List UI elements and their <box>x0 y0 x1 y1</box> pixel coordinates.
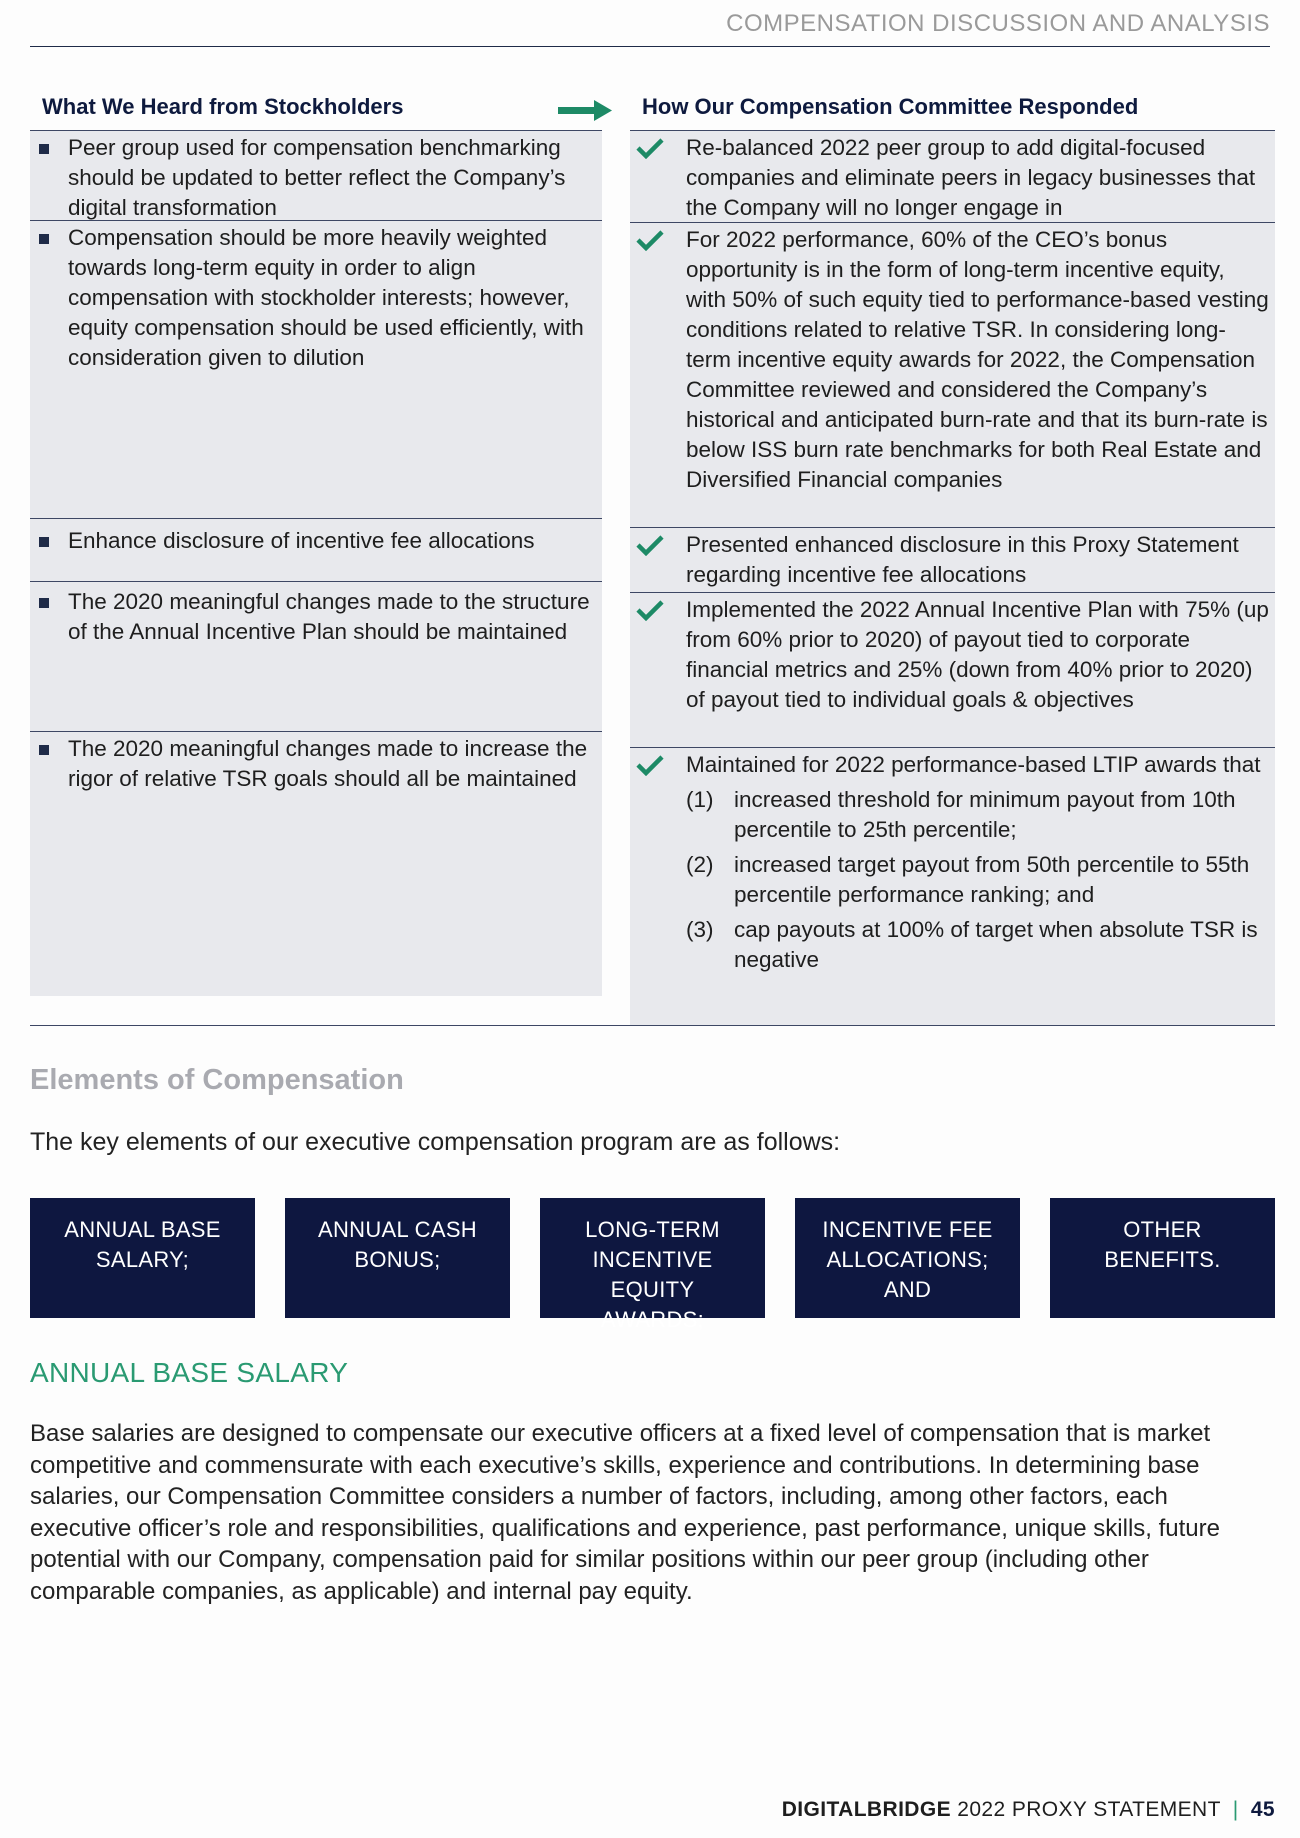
heard-column <box>30 130 602 996</box>
square-bullet-icon <box>39 598 49 608</box>
heard-cell: Compensation should be more heavily weighted towards long-term equity in order to align compensation with stockholder interests; however, equity compensation should be used efficiently, with consideration given to dilution <box>30 220 602 518</box>
heard-cell: Peer group used for compensation benchmarking should be updated to better reflect the Company’s digital transformation <box>30 130 602 220</box>
annual-base-salary-body: Base salaries are designed to compensate our executive officers at a fixed level of compensation that is market competitive and commensurate with each executive’s skills, experience and contributions. In determining base salaries, our Compensation Committee considers a number of factors, including, among other factors, each executive officer’s role and responsibilities, qualifications and experience, past performance, unique skills, future potential with our Company, compensation paid for similar positions within our peer group (including other comparable companies, as applicable) and internal pay equity. <box>30 1420 1220 1605</box>
footer-doc-title: 2022 PROXY STATEMENT <box>957 1798 1221 1821</box>
square-bullet-icon <box>39 745 49 755</box>
elements-heading: Elements of Compensation <box>30 1064 404 1096</box>
page-footer <box>782 1798 1275 1822</box>
annual-base-salary-heading: ANNUAL BASE SALARY <box>30 1357 349 1388</box>
heard-cell: The 2020 meaningful changes made to increase the rigor of relative TSR goals should all be maintained <box>30 731 602 996</box>
ltip-sub-item: (3) cap payouts at 100% of target when absolute TSR is negative <box>686 917 1258 972</box>
checkmark-icon <box>636 137 664 159</box>
response-cell: Presented enhanced disclosure in this Proxy Statement regarding incentive fee allocations <box>630 527 1275 592</box>
element-box: LONG-TERM INCENTIVE EQUITY AWARDS; <box>540 1198 765 1318</box>
section-title: COMPENSATION DISCUSSION AND ANALYSIS <box>726 10 1270 37</box>
checkmark-icon <box>636 534 664 556</box>
footer-brand: DIGITALBRIDGE <box>781 1798 952 1821</box>
response-cell: Implemented the 2022 Annual Incentive Plan with 75% (up from 60% prior to 2020) of payout tied to corporate financial metrics and 25% (down from 40% prior to 2020) of payout tied to individual goals & objectives <box>630 592 1275 747</box>
element-box: OTHER BENEFITS. <box>1050 1198 1275 1318</box>
page-number: 45 <box>1250 1798 1275 1821</box>
ltip-sub-item: (1) increased threshold for minimum payout from 10th percentile to 25th percentile; <box>686 787 1236 842</box>
checkmark-icon <box>636 229 664 251</box>
square-bullet-icon <box>39 144 49 154</box>
response-cell: Re-balanced 2022 peer group to add digital-focused companies and eliminate peers in legacy businesses that the Company will no longer engage in <box>630 130 1275 222</box>
element-box: INCENTIVE FEE ALLOCATIONS; AND <box>795 1198 1020 1318</box>
response-cell: Maintained for 2022 performance-based LTIP awards that (1) increased threshold for minimum payout from 10th percentile to 25th percentile; (2) increased target payout from 50th percentile to 55th percentile performance ranking; and (3) cap payouts at 100% of target when absolute TSR is negative <box>630 747 1275 1025</box>
elements-intro: The key elements of our executive compensation program are as follows: <box>30 1128 841 1156</box>
right-column-heading: How Our Compensation Committee Responded <box>642 94 1139 119</box>
heard-cell: Enhance disclosure of incentive fee allocations <box>30 518 602 581</box>
element-box: ANNUAL BASE SALARY; <box>30 1198 255 1318</box>
compensation-elements <box>30 1198 1275 1332</box>
heard-cell: The 2020 meaningful changes made to the structure of the Annual Incentive Plan should be maintained <box>30 581 602 731</box>
response-column <box>630 130 1275 1025</box>
footer-separator: | <box>1232 1798 1239 1821</box>
response-cell: For 2022 performance, 60% of the CEO’s bonus opportunity is in the form of long-term incentive equity, with 50% of such equity tied to performance-based vesting conditions related to relative TSR. In considering long-term incentive equity awards for 2022, the Compensation Committee reviewed and considered the Company’s historical and anticipated burn-rate and that its burn-rate is below ISS burn rate benchmarks for both Real Estate and Diversified Financial companies <box>630 222 1275 527</box>
checkmark-icon <box>636 754 664 776</box>
element-box: ANNUAL CASH BONUS; <box>285 1198 510 1318</box>
page-header <box>30 10 1270 47</box>
arrow-right-icon <box>558 98 614 124</box>
checkmark-icon <box>636 599 664 621</box>
table-bottom-rule <box>30 1025 1275 1026</box>
ltip-sub-item: (2) increased target payout from 50th percentile to 55th percentile performance ranking; and <box>686 852 1250 907</box>
left-column-heading: What We Heard from Stockholders <box>42 94 404 119</box>
square-bullet-icon <box>39 537 49 547</box>
square-bullet-icon <box>39 234 49 244</box>
